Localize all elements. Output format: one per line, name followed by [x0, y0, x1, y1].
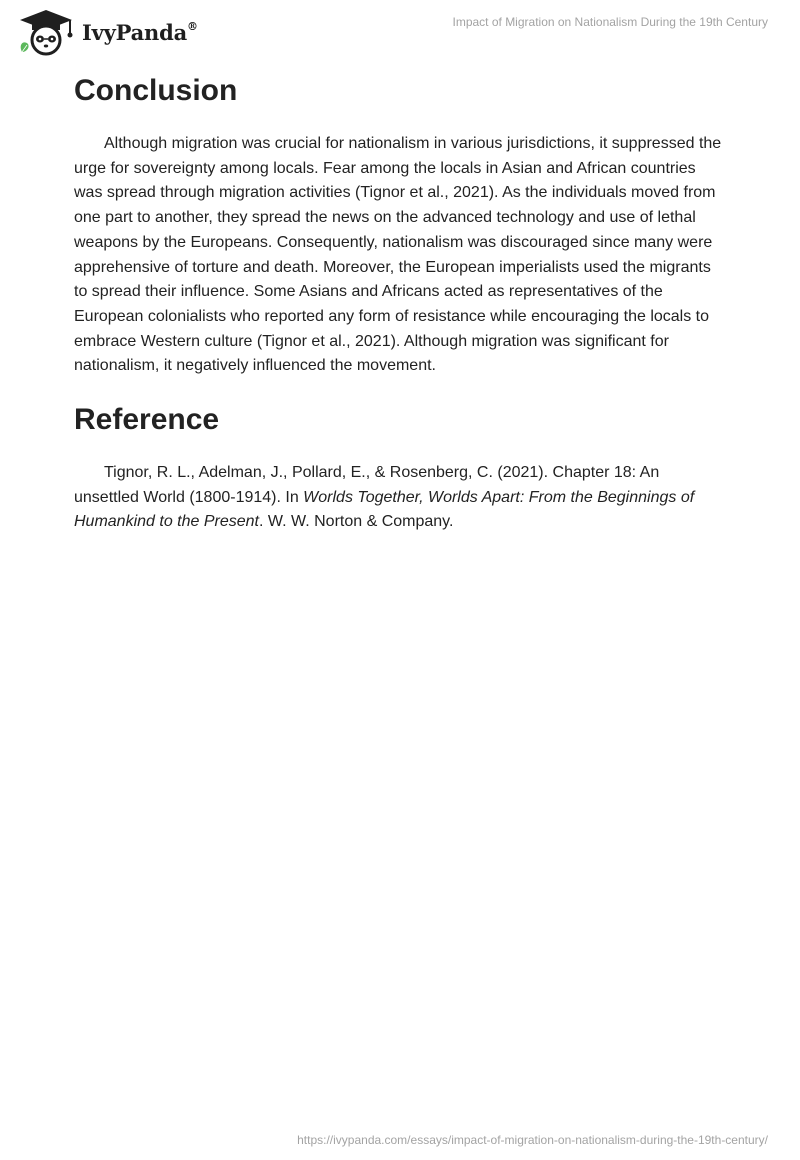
essay-content [74, 70, 726, 535]
panda-graduation-cap-icon [14, 8, 76, 56]
reference-book-title: Worlds Together, Worlds Apart: From the Beginnings of Humankind to the Present [74, 488, 695, 531]
page-header [0, 0, 800, 60]
brand-name: IvyPanda® [82, 19, 198, 45]
reference-entry [74, 461, 726, 535]
conclusion-paragraph: Although migration was crucial for nationalism in various jurisdictions, it suppressed the urge for sovereignty among locals. Fear among the locals in Asian and African countries was spread through migration activities (Tignor et al., 2021). As the individuals moved from one part to another, they spread the news on the advanced technology and use of lethal weapons by the Europeans. Consequently, nationalism was discouraged since many were apprehensive of torture and death. Moreover, the European imperialists used the migrants to spread their influence. Some Asians and Africans acted as representatives of the European colonialists who reported any form of resistance while encouraging the locals to embrace Western culture (Tignor et al., 2021). Although migration was significant for nationalism, it negatively influenced the movement. [74, 135, 722, 375]
registered-mark: ® [187, 19, 198, 33]
reference-heading: Reference [74, 403, 220, 437]
running-title: Impact of Migration on Nationalism During the 19th Century [452, 15, 768, 29]
reference-text-after: . W. W. Norton & Company. [259, 513, 454, 531]
ivypanda-logo[interactable] [14, 8, 198, 56]
source-url-link[interactable]: https://ivypanda.com/essays/impact-of-migration-on-nationalism-during-the-19th-century/ [297, 1133, 768, 1147]
reference-text-before: Tignor, R. L., Adelman, J., Pollard, E., & Rosenberg, C. (2021). Chapter 18: An unsettled World (1800-1914). In [74, 464, 660, 506]
conclusion-heading: Conclusion [74, 74, 238, 107]
